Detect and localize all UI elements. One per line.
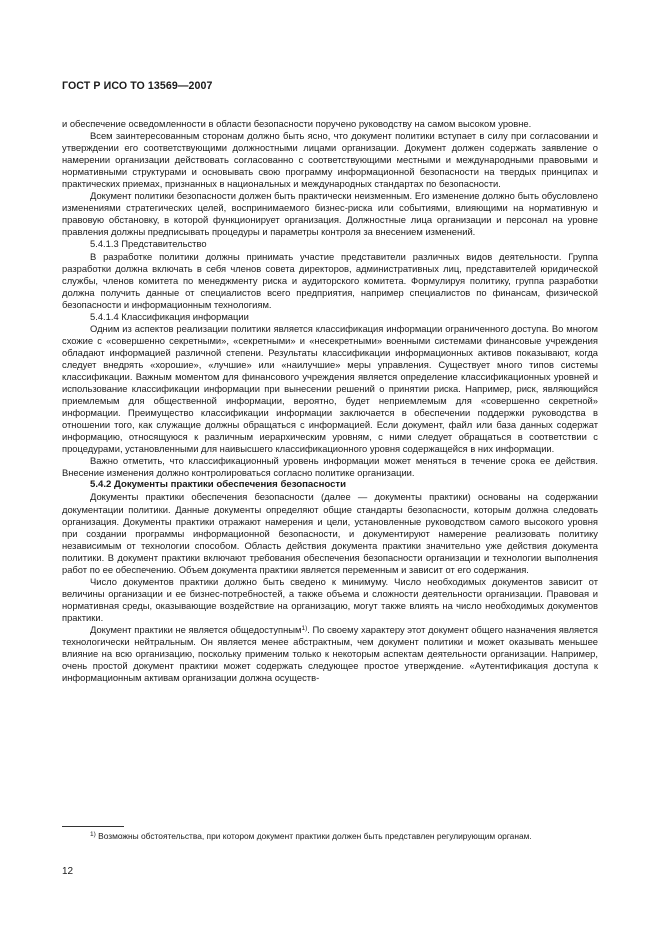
paragraph-policy-changes: Документ политики безопасности должен быть практически неизменным. Его изменение должно быть обусловлено изменениями стратегических целей, воспринимаемого бизнес-риска или событиями, влияющими на нормативную и правовую обстановку, в которой функционирует организация. Должностные лица организации и персонал на уровне правления должны предписывать процедуры и параметры контроля за внесением изменений. (62, 190, 598, 238)
page-content (62, 80, 598, 684)
footnote-reference[interactable]: 1) (301, 624, 308, 632)
paragraph-text-start: Документ практики не является общедоступным (90, 623, 302, 635)
paragraph-practice-documents: Документы практики обеспечения безопасности (далее — документы практики) основаны на содержании документации политики. Данные документы определяют общие стандарты безопасности, которым должна следовать организация. Документы практики отражают намерения и цели, установленные руководством самого высокого уровня при создании программы информационной безопасности, и документируют намерение реализовать политику независимым от технологии способом. Область действия документа практики значительно уже действия документа политики. В документ практики включают требования обеспечения безопасности организации и технологии выполнения работ по ее обеспечению. Объем документа практики является переменным и зависит от его содержания. (62, 491, 598, 575)
section-heading-5413: 5.4.1.3 Представительство (90, 238, 207, 250)
paragraph-continuation: и обеспечение осведомленности в области безопасности поручено руководству на самом высоком уровне. (62, 118, 532, 129)
paragraph-practice-count: Число документов практики должно быть сведено к минимуму. Число необходимых документов зависит от величины организации и ее бизнес-потребностей, а также объема и сложности деятельности организации. Правовая и нормативная среды, оказывающие воздействие на организацию, могут также влиять на число необходимых документов практики. (62, 575, 598, 623)
paragraph-policy-approval: Всем заинтересованным сторонам должно быть ясно, что документ политики вступает в силу при согласовании и утверждении его соответствующими должностными лицами организации. Документ должен содержать заявление о намерении организации действовать согласованно с соответствующими местными и международными правовыми и нормативными структурами и основывать свою программу информационной безопасности на твердых принципах и практических приемах, признанных в национальных и международных стандартах по безопасности. (62, 130, 598, 190)
footnote-text: Возможны обстоятельства, при котором документ практики должен быть представлен регулирующим органам. (95, 831, 532, 841)
paragraph-classification: Одним из аспектов реализации политики является классификация информации ограниченного доступа. Во многом схожие с «совершенно секретными», «секретными» и «несекретными» военными системами финансовые учреждения обладают информацией различной степени. Результаты классификации информационных активов показывают, когда следует внедрять «хорошие», «лучшие» или «наилучшие» меры управления. Существует много типов системы классификации. Важным моментом для финансового учреждения является определение классификационных уровней и использование классификации информации при вынесении решений о принятии риска. Например, риск, являющийся приемлемым для общественной информации, вероятно, будет неприемлемым для «совершенно секретной» информации. Преимущество классификации информации заключается в обеспечении поддержки руководства в отношении того, как служащие должны обращаться с информацией. Если документ, файл или база данных содержат информацию, относящуюся к различным иерархическим уровням, с ними следует обращаться в соответствии с процедурами, установленными для наивысшего классификационного уровня содержащейся в них информации. (62, 322, 598, 455)
section-heading-542: 5.4.2 Документы практики обеспечения безопасности (90, 479, 347, 491)
paragraph-classification-change: Важно отметить, что классификационный уровень информации может меняться в течение срока ее действия. Внесение изменения должно контролироваться согласно политике организации. (62, 455, 598, 479)
footnote-separator (62, 826, 124, 827)
document-header: ГОСТ Р ИСО ТО 13569—2007 (62, 80, 213, 92)
footnote (62, 831, 598, 842)
paragraph-text-end: . По своему характеру этот документ общего назначения является технологически нейтральным. Он является менее абстрактным, чем документ политики и может оказывать меньшее влияние на всю организацию, поскольку применим только к некоторым аспектам деятельности организации. Например, очень простой документ практики может содержать следующее простое утверждение. «Аутентификация доступа к информационным активам организации должна осуществ- (62, 623, 598, 684)
page-number: 12 (62, 866, 74, 877)
section-heading-5414: 5.4.1.4 Классификация информации (90, 310, 249, 322)
paragraph-representation: В разработке политики должны принимать участие представители различных видов деятельности. Группа разработки должна включать в себя членов совета директоров, административных лиц, представителей юридической службы, членов комитета по менеджменту риска и аудиторского комитета. Формулируя политику, группа разработки должна получить данные от специалистов всего предприятия, например специалистов по финансам, физической безопасности и информационным технологиям. (62, 250, 598, 310)
footnote-mark: 1) (90, 831, 96, 838)
paragraph-practice-not-public (62, 624, 598, 684)
